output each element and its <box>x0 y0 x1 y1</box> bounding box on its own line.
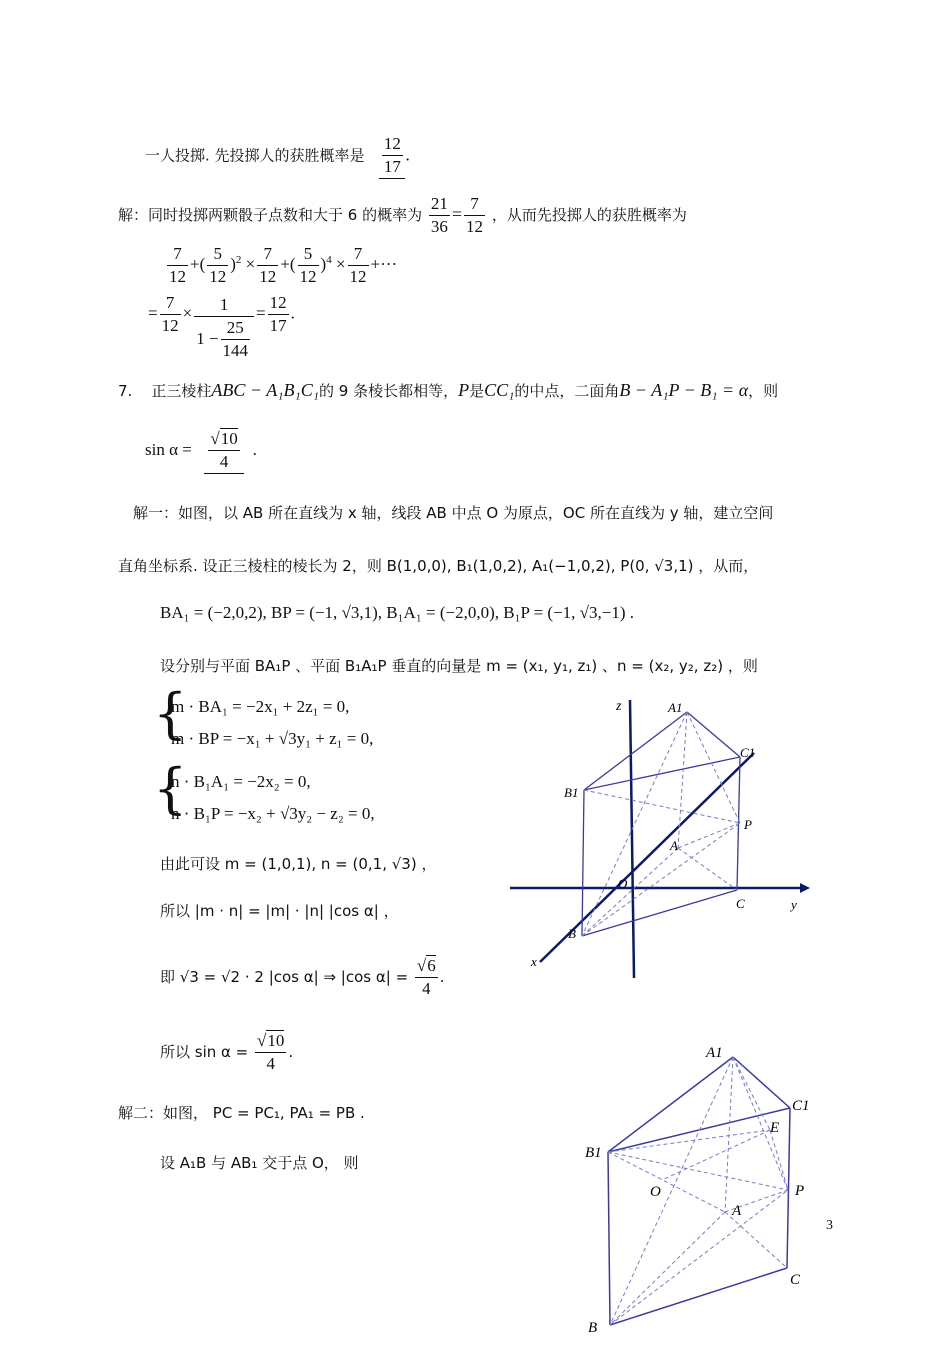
sqrt-radicand: 10 <box>267 1031 285 1050</box>
fraction-numerator: 7 <box>464 193 485 216</box>
frac-num: 7 <box>257 243 278 266</box>
edge-cc1: CC₁ <box>484 380 515 400</box>
frac-num: 7 <box>167 243 188 266</box>
dihedral-angle-expression: B − A₁P − B₁ = α <box>619 380 749 400</box>
frac-den: 144 <box>222 341 249 361</box>
period: . <box>405 144 410 165</box>
system-1-eq-1: m · BA₁ = −2x₁ + 2z₁ = 0, <box>171 697 350 716</box>
solution-one-line-2: 直角坐标系. 设正三棱柱的棱长为 2，则 B(1,0,0), B₁(1,0,2), A₁(−1,0,2), P(0, √3,1) ，从而， <box>118 557 759 575</box>
problem-number: 7. <box>118 382 133 400</box>
sqrt-radicand: 6 <box>427 956 436 975</box>
label-p: P <box>795 1183 805 1199</box>
label-a: A <box>670 838 678 853</box>
page-number: 3 <box>826 1218 833 1233</box>
label-b: B <box>568 926 576 941</box>
label-b: B <box>588 1320 598 1336</box>
frac-den: 12 <box>349 267 367 286</box>
solution-1-tail: ，从而先投掷人的获胜概率为 <box>491 206 687 224</box>
frac-num: 5 <box>207 243 228 266</box>
label-o: O <box>618 876 628 891</box>
answer-blank <box>379 133 405 179</box>
problem-text: 的 9 条棱长都相等， <box>319 382 459 400</box>
choose-vectors-line: 由此可设 m = (1,0,1), n = (0,1, √3) ， <box>160 855 437 873</box>
problem-text: 是 <box>469 382 485 400</box>
series-result: = $\frac{7}{12}$ × 1 1 − $\frac{25}{144}$ = $\frac{12}{17}$ . <box>148 293 295 361</box>
intro-line <box>145 133 410 179</box>
frac-den: 12 <box>161 316 179 335</box>
frac-den: 12 <box>209 267 227 286</box>
fraction-denominator: 12 <box>466 217 484 236</box>
exponent: 2 <box>235 253 242 266</box>
label-b1: B1 <box>564 785 579 800</box>
frac-den: 12 <box>299 267 317 286</box>
frac-den: 17 <box>269 316 287 335</box>
frac-den: 4 <box>219 452 229 471</box>
solution-1-line <box>118 193 687 238</box>
problem-text: ，则 <box>748 382 779 400</box>
frac-den: 4 <box>266 1054 275 1073</box>
label-c: C <box>736 896 745 911</box>
label-a: A <box>732 1203 742 1219</box>
sin-alpha: sin α = <box>145 439 192 459</box>
label-b1: B1 <box>585 1145 602 1161</box>
fraction-numerator: 21 <box>429 193 450 216</box>
label-a1: A1 <box>706 1045 723 1061</box>
solution-one-line-1: 解一：如图，以 AB 所在直线为 x 轴，线段 AB 中点 O 为原点，OC 所在直线为 y 轴，建立空间 <box>133 504 774 522</box>
label-x: x <box>531 954 537 969</box>
frac-num: 25 <box>221 317 251 340</box>
label-o: O <box>650 1184 661 1200</box>
frac-den: 12 <box>169 267 186 286</box>
left-brace: { <box>153 682 188 745</box>
system-2-eq-1: n · B₁A₁ = −2x₂ = 0, <box>171 772 311 791</box>
normal-vectors-line: 设分别与平面 BA₁P 、平面 B₁A₁P 垂直的向量是 m = (x₁, y₁, z₁) 、n = (x₂, y₂, z₂) ，则 <box>160 657 758 675</box>
frac-num: 12 <box>268 292 289 315</box>
answer-blank: $\frac{√10}{4}$ <box>204 428 244 474</box>
sin-equation: 所以 sin α = <box>160 1043 249 1061</box>
label-a1: A1 <box>668 700 683 715</box>
series-expression: $\frac{7}{12}$ +( $\frac{5}{12}$ )$^2$ × $\frac{7}{12}$ +( $\frac{5}{12}$ )$^4$ × $\frac{7}{12}$ +··· <box>169 244 398 286</box>
label-c: C <box>790 1272 801 1288</box>
figure-1-prism-axes <box>500 690 820 985</box>
system-1-eq-2: m · BP = −x₁ + √3y₁ + z₁ = 0, <box>171 729 374 748</box>
label-c1: C1 <box>792 1098 810 1114</box>
frac-num: 5 <box>298 243 319 266</box>
cos-line: 即 √3 = √2 · 2 |cos α| ⇒ |cos α| = $\frac{√6}{4}$ . <box>160 956 445 998</box>
one-minus: 1 − <box>196 329 219 349</box>
label-y: y <box>791 897 797 912</box>
figure-2-prism <box>580 1040 830 1340</box>
point-p: P <box>458 380 470 400</box>
problem-text: 的中点，二面角 <box>514 382 620 400</box>
vectors-line: BA₁ = (−2,0,2), BP = (−1, √3,1), B₁A₁ = (−2,0,0), B₁P = (−1, √3,−1) . <box>160 603 634 622</box>
frac-num: 7 <box>348 243 369 266</box>
system-2-eq-2: n · B₁P = −x₂ + √3y₂ − z₂ = 0, <box>171 804 375 823</box>
label-p: P <box>744 817 752 832</box>
solution-two-line-2: 设 A₁B 与 AB₁ 交于点 O， 则 <box>160 1154 359 1172</box>
frac-den: 4 <box>422 979 431 998</box>
left-brace: { <box>153 757 188 820</box>
frac-num: 7 <box>160 292 181 315</box>
problem-7-answer: sin α = $\frac{√10}{4}$ . <box>145 428 257 474</box>
solution-two-line-1: 解二：如图， PC = PC₁, PA₁ = PB . <box>118 1104 365 1122</box>
label-e: E <box>770 1120 780 1136</box>
solution-1-label: 解：同时投掷两颗骰子点数和大于 6 的概率为 <box>118 206 423 224</box>
frac-den <box>194 317 254 362</box>
prism-expression: ABC − A₁B₁C₁ <box>211 380 319 400</box>
y-axis-arrow <box>800 883 810 893</box>
frac-den: 12 <box>259 267 277 286</box>
problem-7 <box>118 380 778 401</box>
answer-denominator: 17 <box>383 157 401 176</box>
fraction-denominator: 36 <box>430 217 448 236</box>
dot-product-line: 所以 |m · n| = |m| · |n| |cos α| ， <box>160 902 399 920</box>
z-axis <box>630 700 634 978</box>
sin-line: 所以 sin α = $\frac{√10}{4}$ . <box>160 1031 294 1073</box>
cos-equation: 即 √3 = √2 · 2 |cos α| ⇒ |cos α| = <box>160 968 409 986</box>
problem-text: 正三棱柱 <box>151 382 212 400</box>
ellipsis: +··· <box>370 254 398 274</box>
equals-sign: = <box>451 204 463 224</box>
frac-num: 1 <box>194 294 254 317</box>
sqrt-radicand: 10 <box>220 429 238 448</box>
intro-text: 一人投掷. 先投掷人的获胜概率是 <box>145 146 365 165</box>
label-c1: C1 <box>740 745 756 760</box>
answer-numerator: 12 <box>382 133 403 156</box>
label-z: z <box>616 699 622 714</box>
exponent: 4 <box>326 253 332 266</box>
